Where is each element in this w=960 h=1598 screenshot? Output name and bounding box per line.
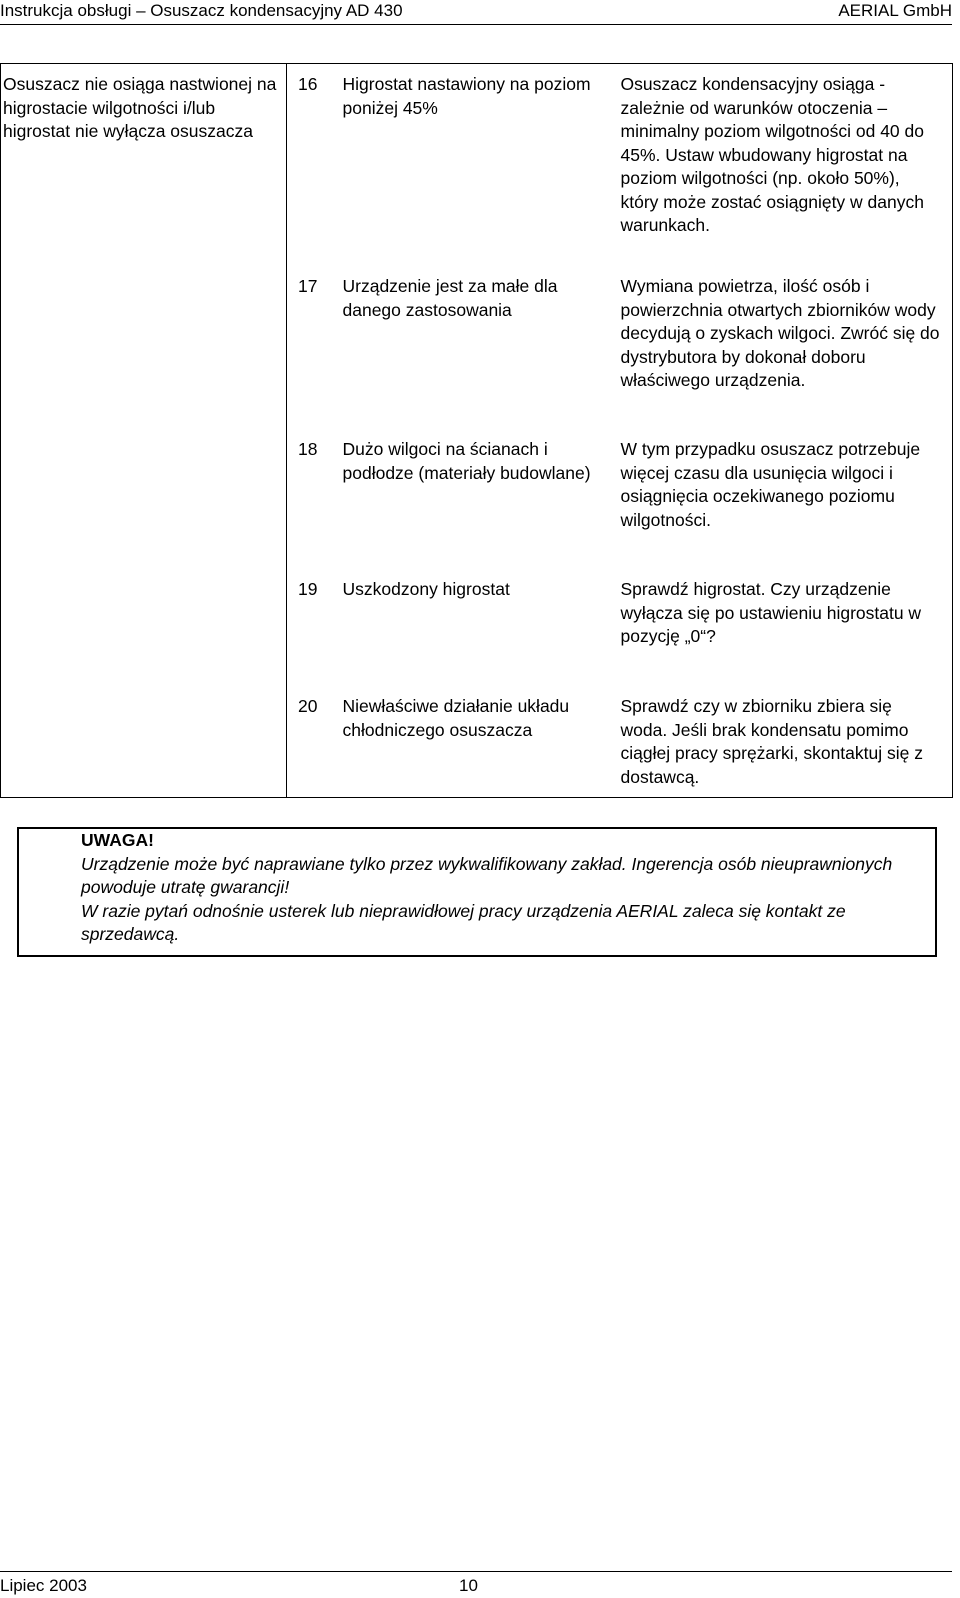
cause-18: Dużo wilgoci na ścianach i podłodze (materiały budowlane) bbox=[342, 439, 591, 483]
remedy-19: Sprawdź higrostat. Czy urządzenie wyłącza się po ustawieniu higrostatu w pozycję „0“? bbox=[620, 579, 922, 646]
document-title: Instrukcja obsługi – Osuszacz kondensacyjny AD 430 bbox=[0, 1, 403, 20]
row-number-18: 18 bbox=[298, 439, 318, 459]
row-number-19: 19 bbox=[298, 579, 318, 599]
page-header bbox=[0, 0, 952, 25]
symptom-text: Osuszacz nie osiąga nastwionej na higrostacie wilgotności i/lub higrostat nie wyłącza osuszacza bbox=[3, 74, 277, 141]
cause-16: Higrostat nastawiony na poziom poniżej 45% bbox=[342, 74, 591, 118]
warning-text-warranty: Urządzenie może być naprawiane tylko przez wykwalifikowany zakład. Ingerencja osób nieuprawnionych powoduje utratę gwarancji! bbox=[81, 853, 893, 897]
troubleshooting-table bbox=[0, 63, 953, 798]
company-name: AERIAL GmbH bbox=[838, 1, 952, 20]
warning-title: UWAGA! bbox=[81, 830, 154, 850]
cause-17: Urządzenie jest za małe dla danego zastosowania bbox=[342, 276, 558, 320]
footer-date: Lipiec 2003 bbox=[0, 1576, 87, 1595]
symptom-cell bbox=[1, 64, 287, 798]
remedy-column bbox=[615, 64, 953, 798]
table-row bbox=[1, 64, 953, 798]
row-number-17: 17 bbox=[298, 276, 318, 296]
remedy-20: Sprawdź czy w zbiorniku zbiera się woda. Jeśli brak kondensatu pomimo ciągłej pracy sprężarki, skontaktuj się z dostawcą. bbox=[620, 696, 923, 787]
remedy-16: Osuszacz kondensacyjny osiąga - zależnie od warunków otoczenia – minimalny poziom wilgotności od 40 do 45%. Ustaw wbudowany higrostat na poziom wilgotności (np. około 50%), który może zostać osiągnięty w danych warunkach. bbox=[620, 74, 924, 235]
warning-box bbox=[17, 827, 937, 957]
row-number-20: 20 bbox=[298, 696, 318, 716]
warning-text-contact: W razie pytań odnośnie usterek lub nieprawidłowej pracy urządzenia AERIAL zaleca się kontakt ze sprzedawcą. bbox=[81, 900, 846, 944]
page-number: 10 bbox=[459, 1576, 478, 1595]
page-footer bbox=[0, 1571, 952, 1598]
cause-19: Uszkodzony higrostat bbox=[342, 579, 510, 599]
cause-column bbox=[337, 64, 615, 798]
cause-number-column bbox=[287, 64, 337, 798]
remedy-18: W tym przypadku osuszacz potrzebuje więcej czasu dla usunięcia wilgoci i osiągnięcia oczekiwanego poziomu wilgotności. bbox=[620, 439, 921, 530]
row-number-16: 16 bbox=[298, 74, 318, 94]
remedy-17: Wymiana powietrza, ilość osób i powierzchnia otwartych zbiorników wody decydują o zyskach wilgoci. Zwróć się do dystrybutora by dokonał doboru właściwego urządzenia. bbox=[620, 276, 940, 390]
cause-20: Niewłaściwe działanie układu chłodniczego osuszacza bbox=[342, 696, 570, 740]
